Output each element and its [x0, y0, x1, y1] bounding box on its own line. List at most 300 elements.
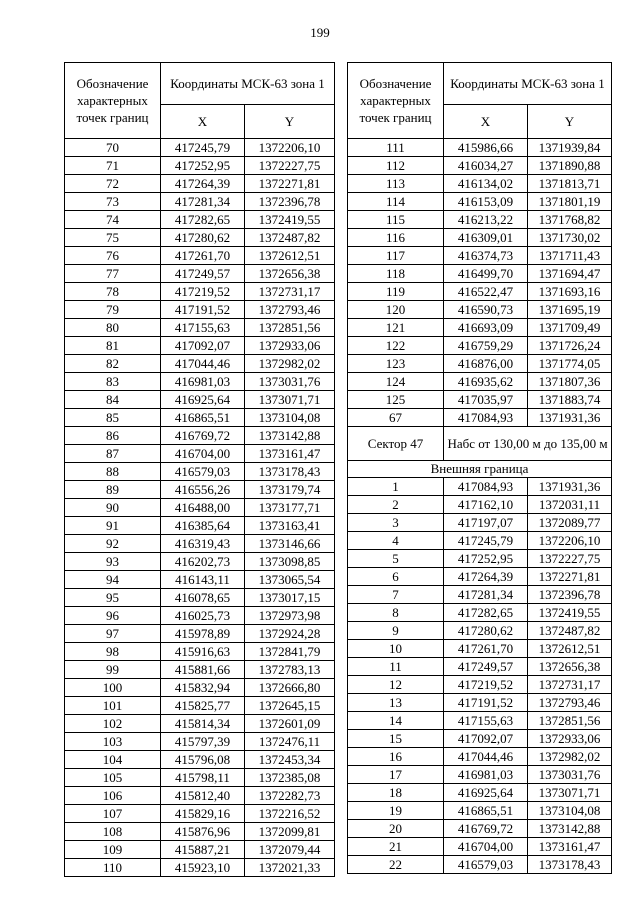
- y-value: 1372419,55: [528, 604, 612, 622]
- y-value: 1373178,43: [245, 463, 335, 481]
- y-value: 1372476,11: [245, 733, 335, 751]
- y-value: 1372206,10: [528, 532, 612, 550]
- point-number: 110: [65, 859, 161, 877]
- point-number: 78: [65, 283, 161, 301]
- table-row: [65, 337, 335, 355]
- table-row: [348, 766, 612, 784]
- table-row: [348, 748, 612, 766]
- table-row: [348, 820, 612, 838]
- y-value: 1371890,88: [528, 157, 612, 175]
- table-row: [348, 622, 612, 640]
- y-value: 1372487,82: [528, 622, 612, 640]
- table-row: [348, 319, 612, 337]
- table-row: [65, 247, 335, 265]
- y-value: 1373098,85: [245, 553, 335, 571]
- table-row: [65, 391, 335, 409]
- y-value: 1372656,38: [528, 658, 612, 676]
- x-value: 416981,03: [444, 766, 528, 784]
- table-row: [348, 355, 612, 373]
- point-number: 20: [348, 820, 444, 838]
- point-number: 4: [348, 532, 444, 550]
- table-row: [348, 229, 612, 247]
- table-row: [65, 787, 335, 805]
- table-row: [65, 841, 335, 859]
- point-number: 93: [65, 553, 161, 571]
- x-value: 415876,96: [161, 823, 245, 841]
- point-number: 5: [348, 550, 444, 568]
- point-number: 67: [348, 409, 444, 427]
- point-number: 108: [65, 823, 161, 841]
- x-value: 415978,89: [161, 625, 245, 643]
- y-value: 1371807,36: [528, 373, 612, 391]
- y-value: 1373071,71: [528, 784, 612, 802]
- x-value: 416213,22: [444, 211, 528, 229]
- point-number: 15: [348, 730, 444, 748]
- point-number: 79: [65, 301, 161, 319]
- point-number: 83: [65, 373, 161, 391]
- table-row: [348, 409, 612, 427]
- boundary-label: Внешняя граница: [348, 461, 612, 478]
- right-table-body-top: [348, 139, 612, 427]
- y-value: 1372227,75: [528, 550, 612, 568]
- x-value: 416143,11: [161, 571, 245, 589]
- x-value: 416374,73: [444, 247, 528, 265]
- y-value: 1371730,02: [528, 229, 612, 247]
- table-row: [65, 265, 335, 283]
- x-value: 417084,93: [444, 478, 528, 496]
- point-number: 125: [348, 391, 444, 409]
- point-number: 101: [65, 697, 161, 715]
- x-value: 416769,72: [444, 820, 528, 838]
- point-number: 74: [65, 211, 161, 229]
- x-value: 416134,02: [444, 175, 528, 193]
- x-value: 416693,09: [444, 319, 528, 337]
- point-number: 9: [348, 622, 444, 640]
- x-value: 416319,43: [161, 535, 245, 553]
- table-row: [65, 409, 335, 427]
- x-value: 416025,73: [161, 607, 245, 625]
- point-number: 90: [65, 499, 161, 517]
- table-row: [65, 661, 335, 679]
- table-row: [65, 535, 335, 553]
- x-value: 417245,79: [444, 532, 528, 550]
- y-value: 1372612,51: [245, 247, 335, 265]
- point-number: 100: [65, 679, 161, 697]
- x-value: 415797,39: [161, 733, 245, 751]
- y-value: 1372396,78: [528, 586, 612, 604]
- point-number: 120: [348, 301, 444, 319]
- point-number: 8: [348, 604, 444, 622]
- x-value: 417155,63: [444, 712, 528, 730]
- table-row: [348, 694, 612, 712]
- x-value: 415796,08: [161, 751, 245, 769]
- sector-name: Сектор 47: [348, 427, 444, 461]
- table-row: [348, 478, 612, 496]
- point-number: 94: [65, 571, 161, 589]
- x-value: 416202,73: [161, 553, 245, 571]
- x-value: 416499,70: [444, 265, 528, 283]
- y-value: 1373017,15: [245, 589, 335, 607]
- x-value: 416876,00: [444, 355, 528, 373]
- x-value: 417219,52: [444, 676, 528, 694]
- point-number: 21: [348, 838, 444, 856]
- table-row: [348, 802, 612, 820]
- x-value: 417249,57: [161, 265, 245, 283]
- point-number: 3: [348, 514, 444, 532]
- x-value: 417092,07: [161, 337, 245, 355]
- x-value: 417044,46: [161, 355, 245, 373]
- table-row: [348, 568, 612, 586]
- right-table-body-bottom: [348, 478, 612, 874]
- point-number: 119: [348, 283, 444, 301]
- x-value: 416769,72: [161, 427, 245, 445]
- x-value: 415887,21: [161, 841, 245, 859]
- y-value: 1373146,66: [245, 535, 335, 553]
- y-value: 1372731,17: [245, 283, 335, 301]
- table-row: [65, 211, 335, 229]
- y-value: 1372396,78: [245, 193, 335, 211]
- y-value: 1372282,73: [245, 787, 335, 805]
- x-value: 417281,34: [161, 193, 245, 211]
- point-number: 117: [348, 247, 444, 265]
- point-number: 106: [65, 787, 161, 805]
- point-number: 97: [65, 625, 161, 643]
- y-value: 1373177,71: [245, 499, 335, 517]
- x-value: 416925,64: [444, 784, 528, 802]
- point-number: 1: [348, 478, 444, 496]
- x-value: 416704,00: [161, 445, 245, 463]
- x-value: 416034,27: [444, 157, 528, 175]
- point-number: 114: [348, 193, 444, 211]
- point-number: 11: [348, 658, 444, 676]
- x-value: 416865,51: [444, 802, 528, 820]
- table-row: [65, 175, 335, 193]
- table-row: [348, 139, 612, 157]
- table-row: [348, 265, 612, 283]
- table-row: [348, 586, 612, 604]
- sector-range: Набс от 130,00 м до 135,00 м: [444, 427, 612, 461]
- y-value: 1373178,43: [528, 856, 612, 874]
- x-value: 415923,10: [161, 859, 245, 877]
- y-value: 1372271,81: [528, 568, 612, 586]
- point-number: 103: [65, 733, 161, 751]
- y-value: 1372666,80: [245, 679, 335, 697]
- y-value: 1372982,02: [528, 748, 612, 766]
- table-row: [348, 856, 612, 874]
- point-number: 73: [65, 193, 161, 211]
- point-number: 6: [348, 568, 444, 586]
- point-number: 77: [65, 265, 161, 283]
- table-row: [65, 859, 335, 877]
- sector-section: [348, 427, 612, 478]
- x-value: 416309,01: [444, 229, 528, 247]
- y-value: 1372206,10: [245, 139, 335, 157]
- point-number: 18: [348, 784, 444, 802]
- point-number: 70: [65, 139, 161, 157]
- table-row: [65, 283, 335, 301]
- table-row: [348, 532, 612, 550]
- table-row: [65, 679, 335, 697]
- y-value: 1371813,71: [528, 175, 612, 193]
- table-row: [65, 769, 335, 787]
- point-number: 17: [348, 766, 444, 784]
- point-number: 115: [348, 211, 444, 229]
- x-value: 417197,07: [444, 514, 528, 532]
- point-number: 81: [65, 337, 161, 355]
- point-number: 109: [65, 841, 161, 859]
- y-value: 1372982,02: [245, 355, 335, 373]
- x-value: 417245,79: [161, 139, 245, 157]
- x-value: 416935,62: [444, 373, 528, 391]
- x-value: 417261,70: [444, 640, 528, 658]
- y-value: 1372099,81: [245, 823, 335, 841]
- x-value: 416153,09: [444, 193, 528, 211]
- y-value: 1372453,34: [245, 751, 335, 769]
- table-row: [348, 211, 612, 229]
- point-number: 75: [65, 229, 161, 247]
- table-row: [65, 733, 335, 751]
- point-number: 12: [348, 676, 444, 694]
- y-value: 1373161,47: [245, 445, 335, 463]
- table-row: [65, 517, 335, 535]
- table-row: [348, 658, 612, 676]
- table-row: [65, 139, 335, 157]
- y-value: 1372089,77: [528, 514, 612, 532]
- table-row: [65, 823, 335, 841]
- y-value: 1371695,19: [528, 301, 612, 319]
- point-number: 76: [65, 247, 161, 265]
- x-value: 417264,39: [161, 175, 245, 193]
- x-value: 415832,94: [161, 679, 245, 697]
- point-number: 121: [348, 319, 444, 337]
- x-value: 417281,34: [444, 586, 528, 604]
- table-row: [65, 625, 335, 643]
- table-row: [348, 676, 612, 694]
- y-value: 1371883,74: [528, 391, 612, 409]
- point-number: 118: [348, 265, 444, 283]
- y-value: 1371726,24: [528, 337, 612, 355]
- table-row: [65, 697, 335, 715]
- y-value: 1371931,36: [528, 478, 612, 496]
- y-value: 1372079,44: [245, 841, 335, 859]
- table-row: [348, 373, 612, 391]
- table-row: [348, 193, 612, 211]
- y-value: 1372645,15: [245, 697, 335, 715]
- point-number: 89: [65, 481, 161, 499]
- point-number: 124: [348, 373, 444, 391]
- y-value: 1372793,46: [245, 301, 335, 319]
- y-value: 1372924,28: [245, 625, 335, 643]
- y-value: 1372841,79: [245, 643, 335, 661]
- point-number: 82: [65, 355, 161, 373]
- y-value: 1372419,55: [245, 211, 335, 229]
- point-number: 86: [65, 427, 161, 445]
- y-value: 1372271,81: [245, 175, 335, 193]
- table-row: [65, 571, 335, 589]
- y-value: 1372612,51: [528, 640, 612, 658]
- point-number: 80: [65, 319, 161, 337]
- point-number: 7: [348, 586, 444, 604]
- table-row: [65, 373, 335, 391]
- y-value: 1372487,82: [245, 229, 335, 247]
- x-value: 417219,52: [161, 283, 245, 301]
- x-value: 416579,03: [444, 856, 528, 874]
- x-value: 416385,64: [161, 517, 245, 535]
- x-value: 417264,39: [444, 568, 528, 586]
- y-value: 1372031,11: [528, 496, 612, 514]
- x-value: 416704,00: [444, 838, 528, 856]
- x-value: 415812,40: [161, 787, 245, 805]
- table-row: [65, 751, 335, 769]
- y-value: 1373104,08: [245, 409, 335, 427]
- x-value: 416556,26: [161, 481, 245, 499]
- table-row: [65, 355, 335, 373]
- table-row: [65, 643, 335, 661]
- y-value: 1373065,54: [245, 571, 335, 589]
- y-value: 1373161,47: [528, 838, 612, 856]
- left-coordinates-table: [64, 62, 335, 877]
- table-row: [65, 193, 335, 211]
- point-number: 105: [65, 769, 161, 787]
- table-row: [65, 157, 335, 175]
- point-number: 96: [65, 607, 161, 625]
- point-number: 2: [348, 496, 444, 514]
- table-row: [65, 229, 335, 247]
- point-number: 92: [65, 535, 161, 553]
- y-value: 1371768,82: [528, 211, 612, 229]
- y-value: 1373104,08: [528, 802, 612, 820]
- point-number: 84: [65, 391, 161, 409]
- x-value: 417252,95: [161, 157, 245, 175]
- y-value: 1372851,56: [245, 319, 335, 337]
- x-value: 417191,52: [161, 301, 245, 319]
- point-number: 87: [65, 445, 161, 463]
- table-row: [65, 499, 335, 517]
- table-row: [65, 463, 335, 481]
- point-number: 14: [348, 712, 444, 730]
- y-header: Y: [528, 105, 612, 139]
- table-row: [348, 157, 612, 175]
- point-number: 71: [65, 157, 161, 175]
- point-number: 102: [65, 715, 161, 733]
- table-row: [348, 301, 612, 319]
- x-value: 417155,63: [161, 319, 245, 337]
- point-number: 104: [65, 751, 161, 769]
- x-value: 415825,77: [161, 697, 245, 715]
- table-row: [65, 805, 335, 823]
- y-value: 1372783,13: [245, 661, 335, 679]
- point-number: 98: [65, 643, 161, 661]
- x-value: 415798,11: [161, 769, 245, 787]
- right-coordinates-table: [347, 62, 612, 874]
- point-number: 95: [65, 589, 161, 607]
- y-value: 1372021,33: [245, 859, 335, 877]
- table-row: [348, 283, 612, 301]
- point-number: 113: [348, 175, 444, 193]
- y-value: 1371694,47: [528, 265, 612, 283]
- y-value: 1373142,88: [245, 427, 335, 445]
- x-header: X: [161, 105, 245, 139]
- table-row: [348, 514, 612, 532]
- x-value: 415986,66: [444, 139, 528, 157]
- y-value: 1372933,06: [528, 730, 612, 748]
- point-number: 85: [65, 409, 161, 427]
- x-value: 416488,00: [161, 499, 245, 517]
- table-row: [348, 391, 612, 409]
- y-value: 1372385,08: [245, 769, 335, 787]
- x-value: 415829,16: [161, 805, 245, 823]
- point-number: 122: [348, 337, 444, 355]
- table-row: [65, 427, 335, 445]
- x-value: 417280,62: [161, 229, 245, 247]
- point-number: 91: [65, 517, 161, 535]
- y-value: 1372216,52: [245, 805, 335, 823]
- table-row: [348, 337, 612, 355]
- y-value: 1371709,49: [528, 319, 612, 337]
- y-value: 1371711,43: [528, 247, 612, 265]
- y-value: 1373071,71: [245, 391, 335, 409]
- x-value: 417084,93: [444, 409, 528, 427]
- table-row: [65, 553, 335, 571]
- point-number: 19: [348, 802, 444, 820]
- table-row: [348, 730, 612, 748]
- table-row: [348, 496, 612, 514]
- point-number: 72: [65, 175, 161, 193]
- x-value: 415916,63: [161, 643, 245, 661]
- left-table-body: [65, 139, 335, 877]
- x-value: 416925,64: [161, 391, 245, 409]
- x-value: 417035,97: [444, 391, 528, 409]
- table-row: [65, 589, 335, 607]
- table-row: [348, 247, 612, 265]
- y-value: 1373031,76: [245, 373, 335, 391]
- table-row: [348, 712, 612, 730]
- y-value: 1371774,05: [528, 355, 612, 373]
- y-value: 1371939,84: [528, 139, 612, 157]
- x-value: 416579,03: [161, 463, 245, 481]
- y-value: 1372227,75: [245, 157, 335, 175]
- point-number: 10: [348, 640, 444, 658]
- x-value: 417261,70: [161, 247, 245, 265]
- y-header: Y: [245, 105, 335, 139]
- table-row: [348, 175, 612, 193]
- y-value: 1373179,74: [245, 481, 335, 499]
- x-value: 417162,10: [444, 496, 528, 514]
- table-row: [348, 838, 612, 856]
- table-row: [348, 640, 612, 658]
- page-number: 199: [310, 25, 330, 40]
- y-value: 1373031,76: [528, 766, 612, 784]
- x-value: 416865,51: [161, 409, 245, 427]
- x-header: X: [444, 105, 528, 139]
- x-value: 417252,95: [444, 550, 528, 568]
- table-row: [65, 445, 335, 463]
- x-value: 415881,66: [161, 661, 245, 679]
- x-value: 416981,03: [161, 373, 245, 391]
- point-number: 112: [348, 157, 444, 175]
- table-row: [65, 301, 335, 319]
- x-value: 417249,57: [444, 658, 528, 676]
- y-value: 1372933,06: [245, 337, 335, 355]
- y-value: 1371693,16: [528, 283, 612, 301]
- table-row: [65, 319, 335, 337]
- x-value: 417282,65: [161, 211, 245, 229]
- y-value: 1372601,09: [245, 715, 335, 733]
- x-value: 416078,65: [161, 589, 245, 607]
- point-name-header: Обозначение характерных точек границ: [348, 63, 444, 139]
- y-value: 1372851,56: [528, 712, 612, 730]
- y-value: 1371801,19: [528, 193, 612, 211]
